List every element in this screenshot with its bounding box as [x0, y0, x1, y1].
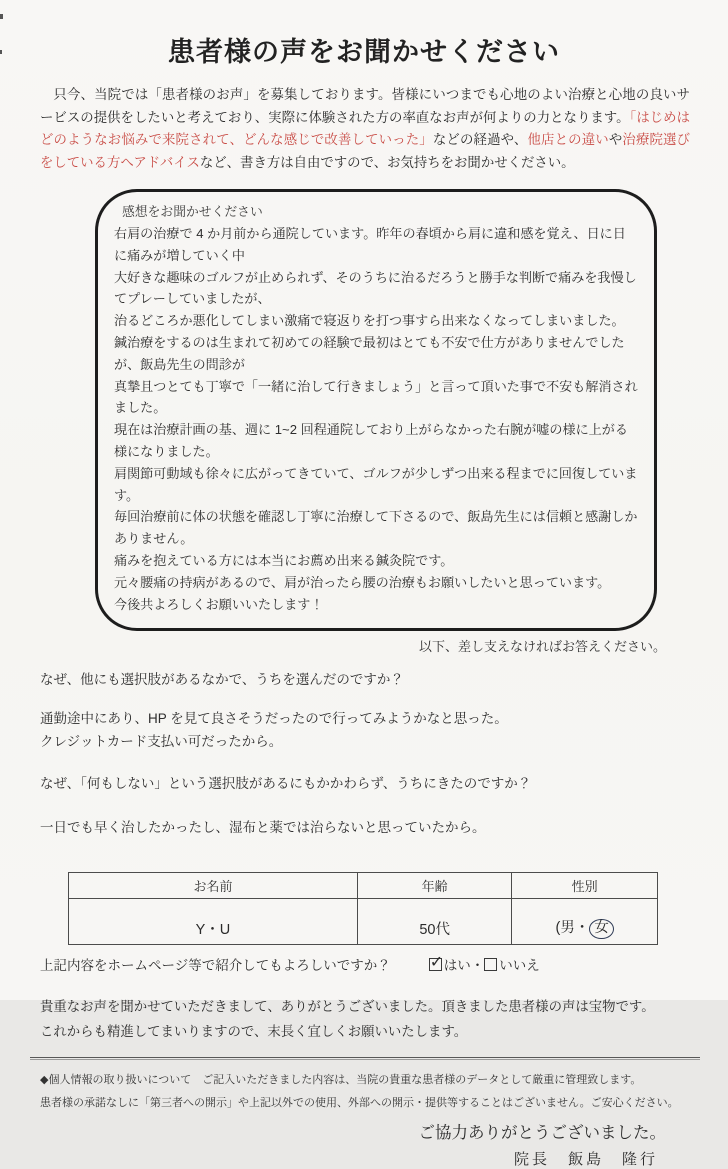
question-2: なぜ、「何もしない」という選択肢があるにもかかわらず、うちにきたのですか？	[40, 776, 532, 792]
testimonial-line: 鍼治療をするのは生まれて初めての経験で最初はとても不安で仕方がありませんでしたが、飯島先生の問診が	[114, 334, 625, 372]
answer-1-line: クレジットカード支払い可だったから。	[40, 734, 283, 750]
testimonial-prompt: 感想をお聞かせください	[122, 204, 263, 219]
section-divider	[30, 1057, 700, 1060]
respondent-table	[68, 872, 658, 945]
scan-artifact	[0, 50, 2, 54]
testimonial-line: 肩関節可動域も徐々に広がってきていて、ゴルフが少しずつ出来る程までに回復しています。	[114, 465, 638, 503]
intro-text-segment: 只今、当院では「患者様のお声」を募集しております。皆様にいつまでも心地のよい治療と心地の良いサービスの提供をしたいと考えており、実際に体験された方の率直なお声が何よりの力となります。	[40, 87, 690, 125]
scan-artifact	[0, 14, 3, 19]
testimonial-line: 右肩の治療で 4 か月前から通院しています。昨年の春頃から肩に違和感を覚え、日に日に痛みが増していく中	[114, 226, 626, 263]
answer-2: 一日でも早く治したかったし、湿布と薬では治らないと思っていたから。	[40, 820, 486, 836]
gender-cell	[512, 899, 658, 945]
testimonial-line: 毎回治療前に体の状態を確認し丁寧に治療して下さるので、飯島先生には信頼と感謝しかありません。	[114, 509, 638, 547]
testimonial-line: 大好きな趣味のゴルフが止められず、そのうちに治るだろうと勝手な判断で痛みを我慢してプレーしていましたが、	[114, 269, 637, 307]
checkbox-yes	[429, 953, 444, 971]
intro-text-segment: など、書き方は自由ですので、お気持ちをお聞かせください。	[199, 154, 575, 170]
yes-label: はい	[443, 958, 471, 974]
name-cell: Y・U	[69, 899, 358, 945]
table-header-row	[69, 873, 658, 899]
consent-row	[40, 954, 728, 974]
testimonial-line: 元々腰痛の持病があるので、肩が治ったら腰の治療もお願いしたいと思っています。	[114, 574, 611, 590]
intro-text-segment: や	[608, 132, 623, 147]
intro-highlight-red: 他店との違い	[527, 132, 609, 147]
check-mark-icon: ✓	[429, 953, 444, 971]
privacy-note-line: ◆個人情報の取り扱いについて ご記入いただきました内容は、当院の貴重な患者様のデータとして厳重に管理致します。	[40, 1074, 642, 1087]
dot-separator: ・	[470, 958, 485, 974]
table-header-name: お名前	[69, 873, 358, 899]
table-header-gender: 性別	[512, 873, 658, 899]
closing-line: これからも精進してまいりますので、末長く宜しくお願いいたします。	[40, 1024, 468, 1040]
no-label: いいえ	[499, 958, 540, 974]
testimonial-line: 治るどころか悪化してしまい激痛で寝返りを打つ事すら出来なくなってしまいました。	[114, 313, 625, 329]
age-cell: 50代	[357, 899, 511, 945]
consent-question: 上記内容をホームページ等で紹介してもよろしいですか？	[40, 958, 391, 974]
testimonial-box	[95, 189, 657, 631]
intro-text-segment: などの経過や、	[432, 132, 528, 147]
table-row	[69, 899, 658, 945]
question-1: なぜ、他にも選択肢があるなかで、うちを選んだのですか？	[40, 672, 404, 688]
intro-highlight-red: 治療院選びをしている方へアドバイス	[40, 132, 691, 170]
checkbox-no	[484, 958, 497, 971]
testimonial-line: 今後共よろしくお願いいたします！	[114, 596, 324, 612]
director-signature: 院長 飯島 隆行	[513, 1151, 658, 1169]
answer-1-line: 通勤途中にあり、HP を見て良さそうだったので行ってみようかなと思った。	[40, 711, 508, 727]
form-title: 患者様の声をお聞かせください	[168, 37, 560, 67]
gender-circle-annotation: 女	[589, 919, 614, 939]
answer-1	[40, 707, 690, 753]
testimonial-line: 痛みを抱えている方には本当にお薦め出来る鍼灸院です。	[114, 552, 454, 568]
closing-line: 貴重なお声を聞かせていただきまして、ありがとうございました。頂きました患者様の声は宝物です。	[40, 999, 655, 1015]
table-header-age: 年齢	[357, 873, 511, 899]
privacy-note	[40, 1069, 688, 1115]
intro-highlight-red: 「はじめはどのようなお悩みで来院されて、どんな感じで改善していった」	[40, 109, 690, 147]
privacy-note-line: 患者様の承諾なしに「第三者への開示」や上記以外での使用、外部への開示・提供等することはございません。ご安心ください。	[40, 1097, 679, 1110]
intro-paragraph	[40, 84, 690, 174]
testimonial-line: 現在は治療計画の基、週に 1~2 回程通院しており上がらなかった右腕が嘘の様に上がる様になりました。	[114, 422, 628, 459]
testimonial-line: 真摯且つとても丁寧で「一緒に治して行きましょう」と言って頂いた事で不安も解消されました。	[114, 378, 638, 416]
closing-message	[40, 994, 688, 1044]
thanks-line: ご協力ありがとうございました。	[418, 1124, 666, 1143]
gender-options-text: (男・	[555, 920, 590, 937]
answer-note: 以下、差し支えなければお答えください。	[418, 639, 666, 655]
